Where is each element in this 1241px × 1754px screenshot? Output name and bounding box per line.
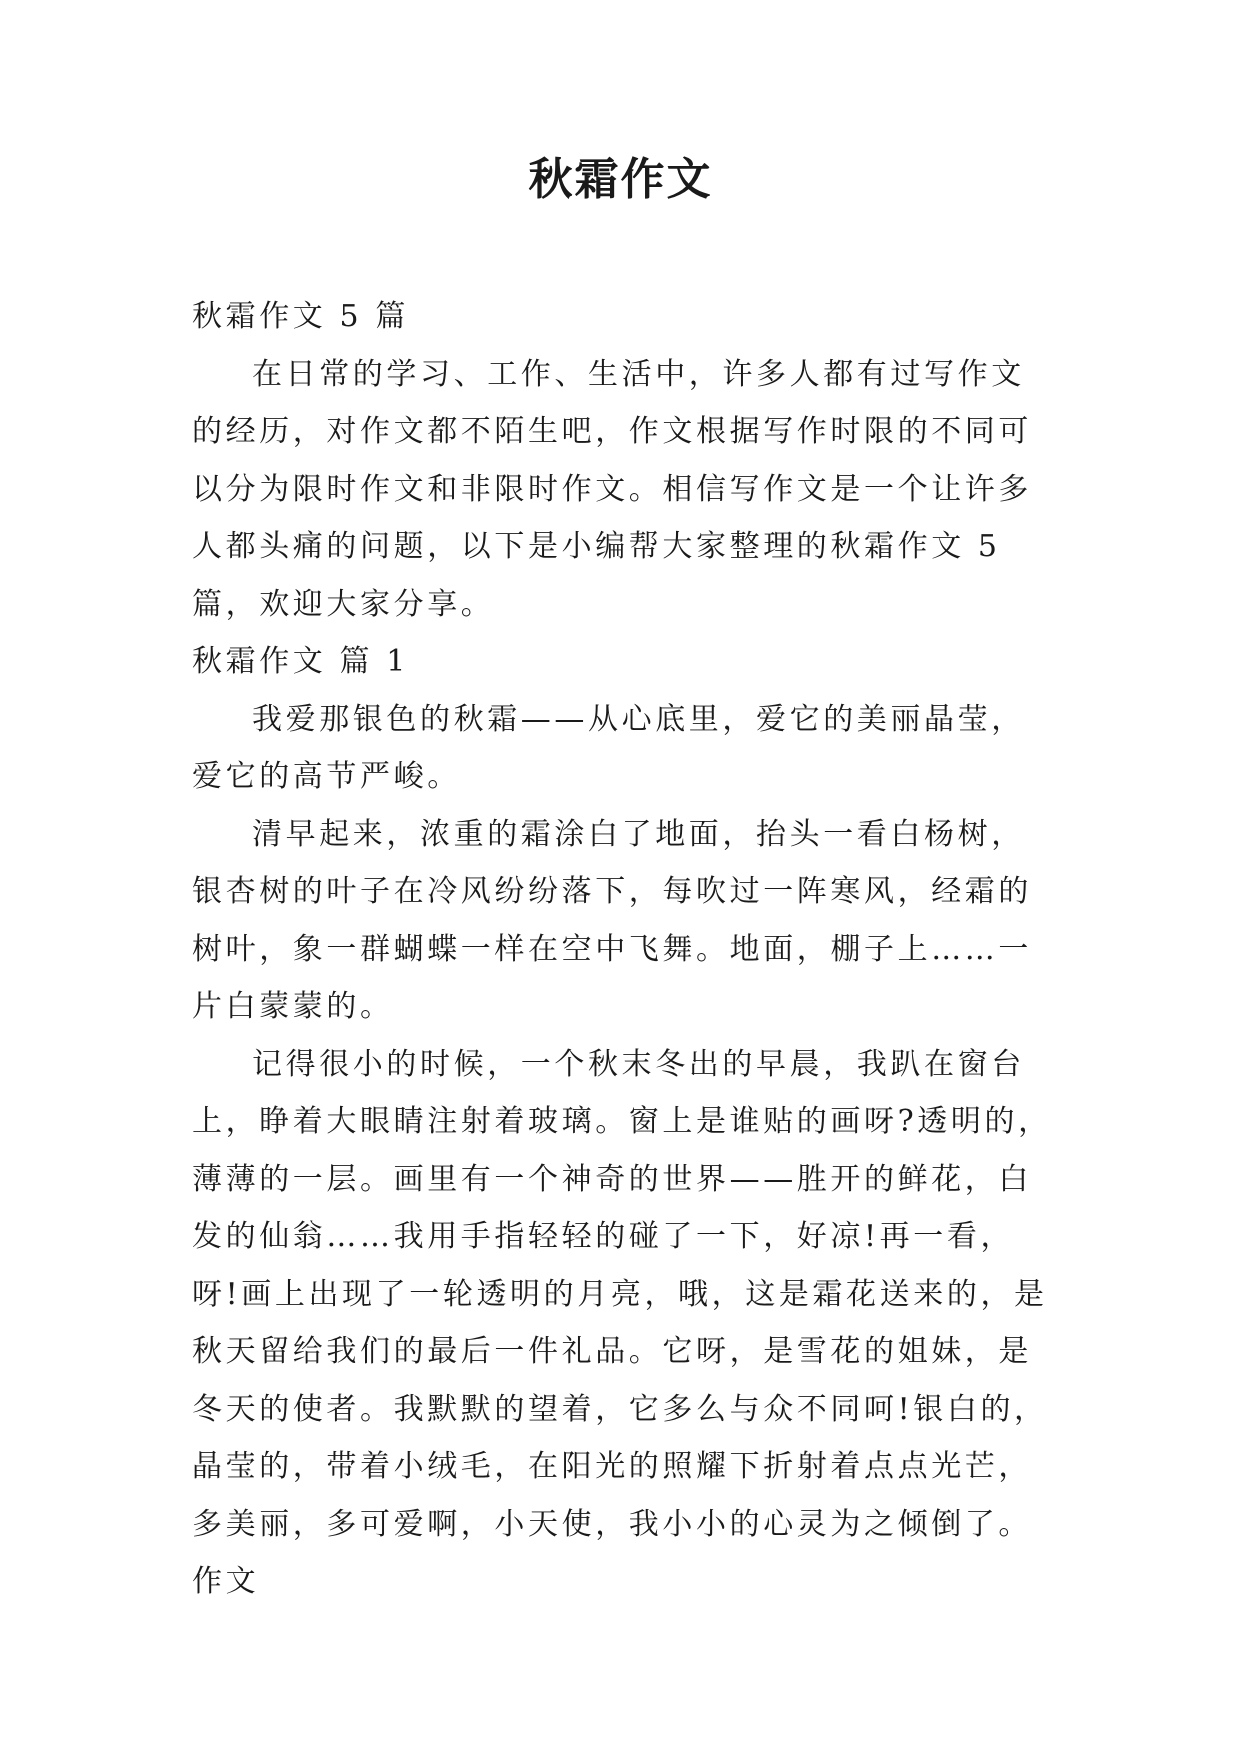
section-paragraph-3: 记得很小的时候，一个秋末冬出的早晨，我趴在窗台上，睁着大眼睛注射着玻璃。窗上是谁贴的画呀?透明的，薄薄的一层。画里有一个神奇的世界——胜开的鲜花，白发的仙翁……我用手指轻轻的碰了一下，好凉!再一看，呀!画上出现了一轮透明的月亮，哦，这是霜花送来的，是秋天留给我们的最后一件礼品。它呀，是雪花的姐妹，是冬天的使者。我默默的望着，它多么与众不同呵!银白的，晶莹的，带着小绒毛，在阳光的照耀下折射着点点光芒，多美丽，多可爱啊，小天使，我小小的心灵为之倾倒了。作文 xyxy=(192,1046,1052,1599)
intro-paragraph: 在日常的学习、工作、生活中，许多人都有过写作文的经历，对作文都不陌生吧，作文根据写作时限的不同可以分为限时作文和非限时作文。相信写作文是一个让许多人都头痛的问题，以下是小编帮大家整理的秋霜作文 5 篇，欢迎大家分享。 xyxy=(192,356,1032,622)
document-subtitle: 秋霜作文 5 篇 xyxy=(192,299,409,334)
section-heading: 秋霜作文 篇 1 xyxy=(192,644,409,679)
section-paragraph-1: 我爱那银色的秋霜——从心底里，爱它的美丽晶莹，爱它的高节严峻。 xyxy=(192,701,1025,794)
section-paragraph-2: 清早起来，浓重的霜涂白了地面，抬头一看白杨树，银杏树的叶子在冷风纷纷落下，每吹过一阵寒风，经霜的树叶，象一群蝴蝶一样在空中飞舞。地面，棚子上……一片白蒙蒙的。 xyxy=(192,816,1032,1024)
document-body xyxy=(192,288,1054,1611)
document-title: 秋霜作文 xyxy=(528,154,713,205)
